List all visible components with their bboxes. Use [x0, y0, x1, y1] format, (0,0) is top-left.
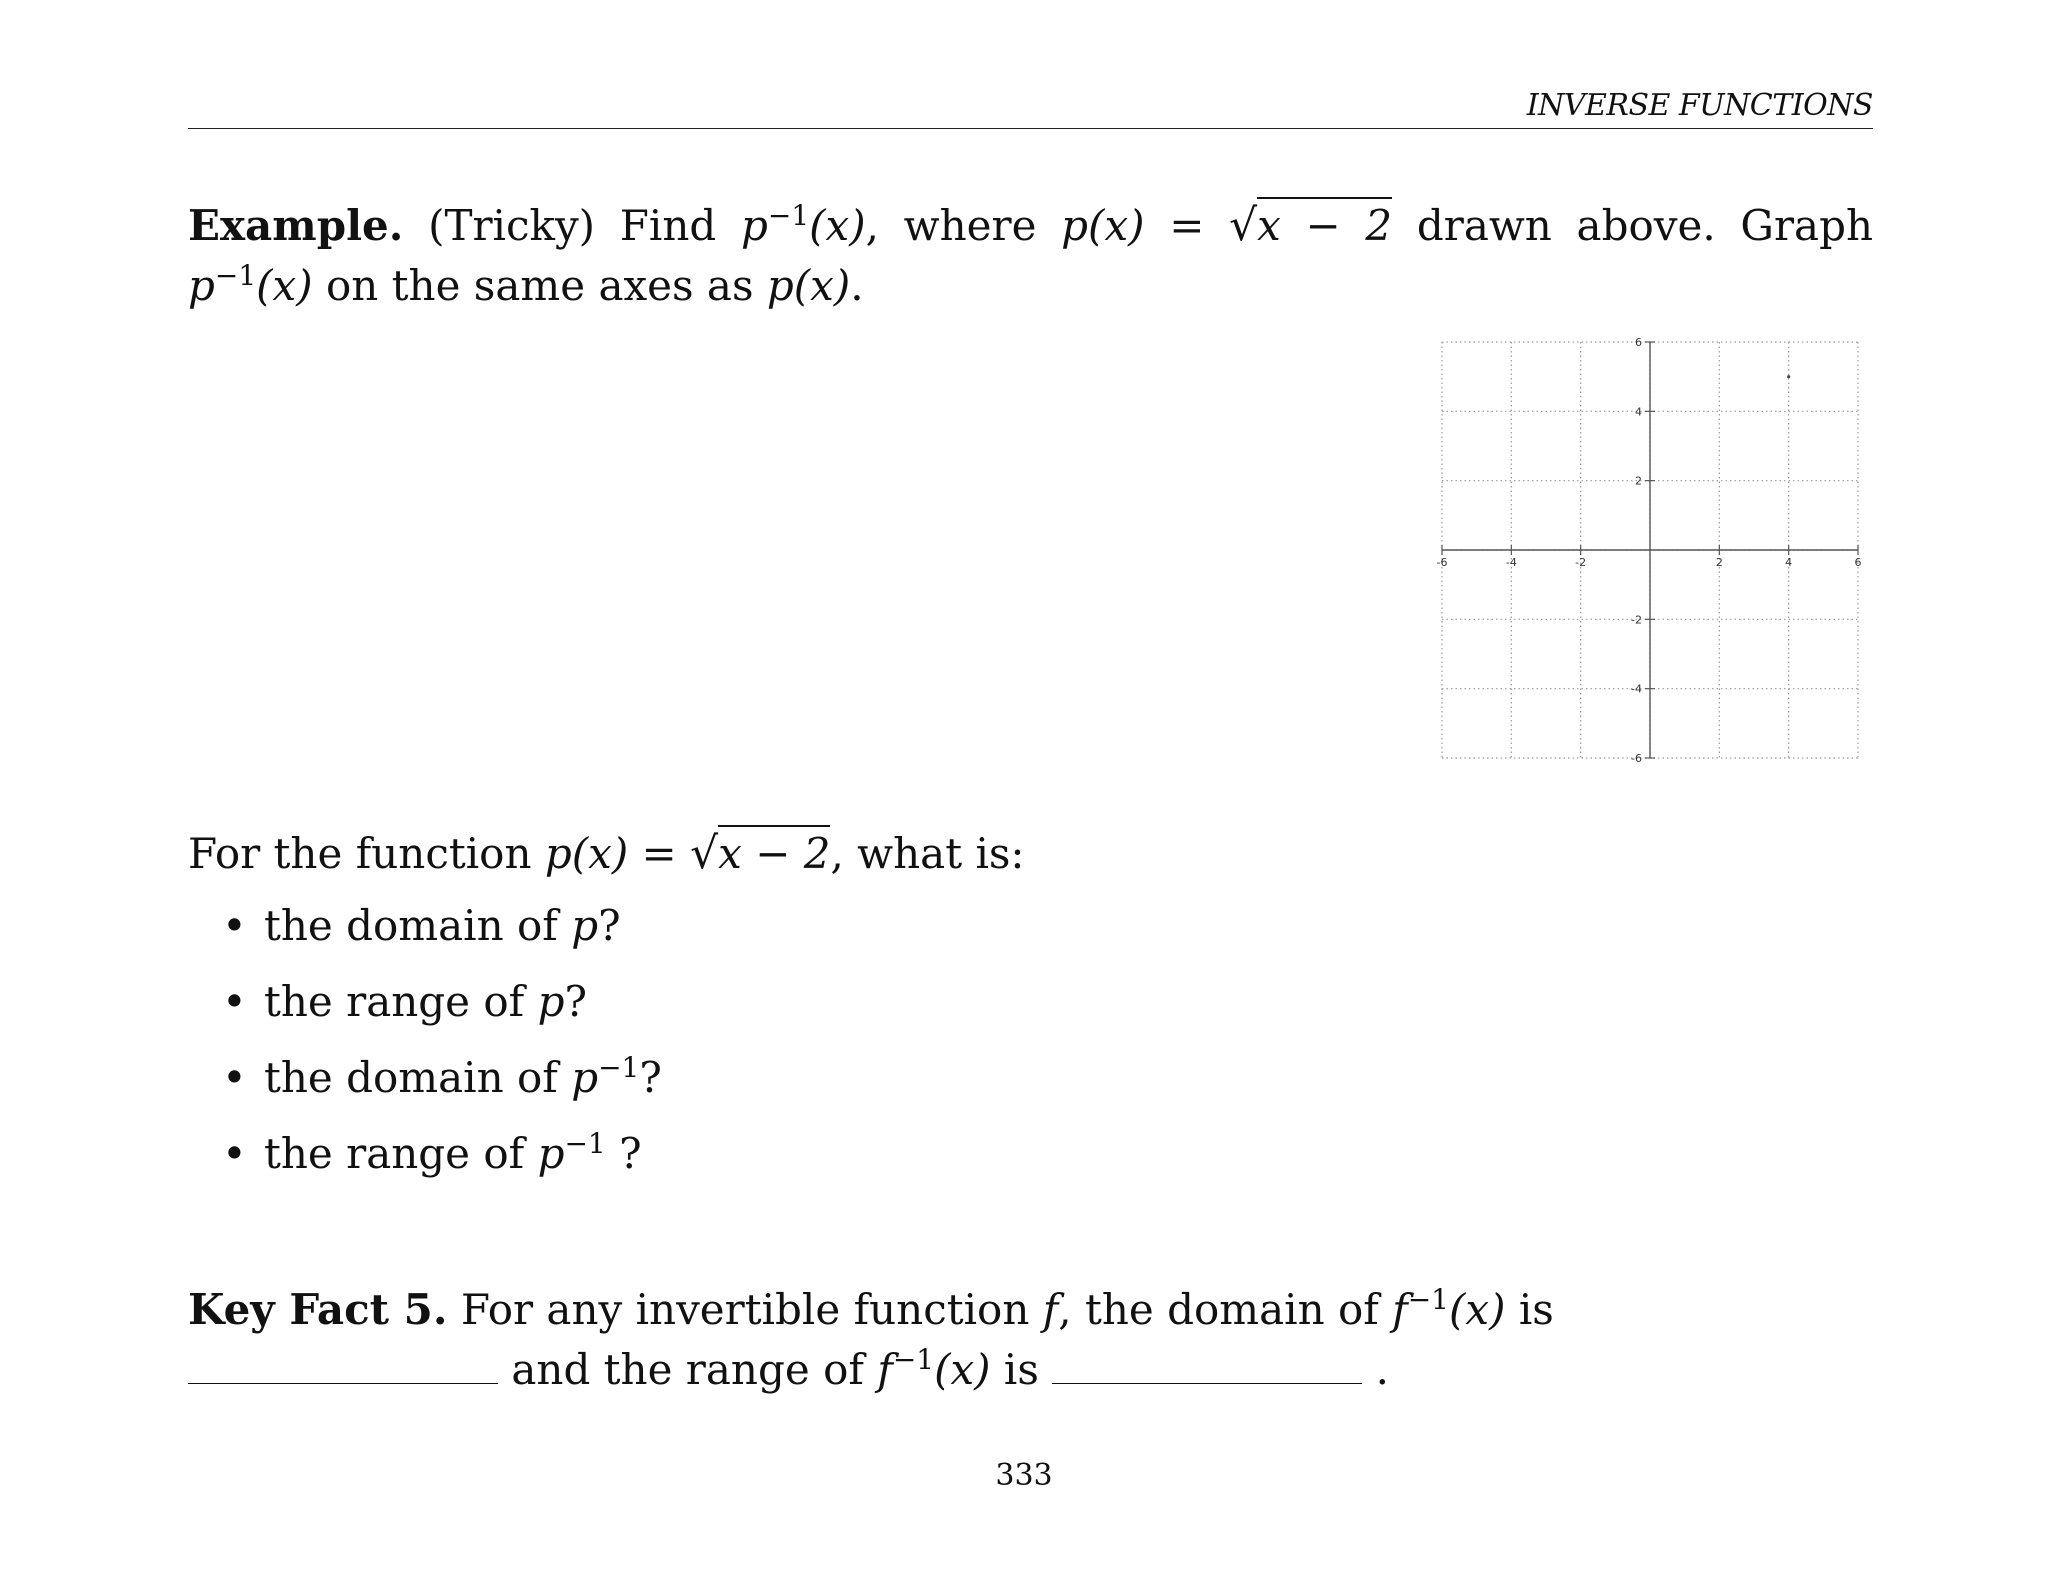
example-text-3: drawn above. Graph [1392, 201, 1873, 250]
example-text-5: . [850, 261, 864, 310]
y-tick-label: -4 [1631, 682, 1642, 696]
inverse-superscript: −1 [214, 259, 257, 292]
radical-sign: √ [690, 828, 719, 879]
inverse-superscript: −1 [767, 199, 810, 232]
page-number: 333 [995, 1458, 1053, 1493]
key-fact-text-6: . [1362, 1345, 1389, 1394]
bullet-icon: • [222, 1053, 247, 1102]
argument: (x) [256, 261, 313, 310]
list-item-suffix: ? [605, 1129, 642, 1178]
f-symbol: f [1392, 1285, 1408, 1334]
example-paragraph [188, 196, 1873, 316]
list-item-symbol: p [571, 901, 599, 950]
argument: (x) [809, 201, 866, 250]
y-tick-label: 2 [1635, 474, 1642, 488]
list-item-text: the range of [264, 1129, 538, 1178]
question-text-2: , what is: [830, 829, 1025, 878]
running-head: INVERSE FUNCTIONS [1526, 88, 1873, 123]
equals-sign: = [1144, 201, 1230, 250]
example-text-1: (Tricky) Find [403, 201, 741, 250]
coordinate-grid-graph [1430, 330, 1870, 770]
f-symbol: f [1042, 1285, 1059, 1334]
y-tick-label: 4 [1635, 405, 1642, 419]
p-of-x: p(x) [544, 829, 629, 878]
y-tick-label: 6 [1635, 336, 1642, 349]
key-fact-text-1: For any invertible function [447, 1285, 1043, 1334]
inverse-superscript: −1 [892, 1343, 935, 1376]
bullet-icon: • [222, 1129, 247, 1178]
y-tick-label: -6 [1631, 752, 1642, 765]
list-item-text: the domain of [264, 901, 572, 950]
radicand: x − 2 [1257, 197, 1392, 250]
key-fact-label: Key Fact 5. [188, 1285, 448, 1334]
list-item-suffix: ? [564, 977, 587, 1026]
x-tick-label: -2 [1575, 556, 1587, 569]
list-item-symbol: p [537, 977, 565, 1026]
p-of-x: p(x) [1061, 201, 1145, 250]
argument: (x) [1449, 1285, 1506, 1334]
domain-blank-line[interactable] [188, 1375, 498, 1384]
x-tick-label: 2 [1715, 556, 1723, 569]
bullet-icon: • [222, 977, 247, 1026]
f-symbol: f [877, 1345, 893, 1394]
graph-svg [1430, 330, 1870, 770]
key-fact-text-3: is [1505, 1285, 1554, 1334]
list-item [222, 1124, 662, 1200]
inverse-superscript: −1 [1407, 1283, 1449, 1316]
key-fact-text-5: is [990, 1345, 1053, 1394]
x-tick-label: -6 [1436, 556, 1448, 569]
list-item-symbol: p [571, 1053, 599, 1102]
question-list [222, 896, 662, 1200]
question-text-1: For the function [188, 829, 545, 878]
p-of-x: p(x) [766, 261, 851, 310]
data-point [1787, 375, 1790, 378]
x-tick-label: 4 [1785, 556, 1793, 569]
inverse-superscript: −1 [564, 1127, 606, 1160]
example-text-4: on the same axes as [312, 261, 767, 310]
p-symbol: p [188, 261, 215, 310]
list-item-suffix: ? [639, 1053, 662, 1102]
inverse-superscript: −1 [598, 1051, 640, 1084]
key-fact-paragraph [188, 1280, 1873, 1400]
example-label: Example. [188, 201, 404, 250]
square-root [1229, 201, 1392, 250]
key-fact-text-2: , the domain of [1058, 1285, 1393, 1334]
list-item-symbol: p [537, 1129, 565, 1178]
list-item [222, 1048, 662, 1124]
list-item [222, 896, 662, 972]
x-tick-label: 6 [1854, 556, 1862, 569]
radical-sign: √ [1229, 200, 1258, 251]
p-symbol: p [740, 201, 768, 250]
x-tick-label: -4 [1505, 556, 1517, 569]
radicand: x − 2 [718, 825, 830, 878]
list-item-text: the domain of [264, 1053, 572, 1102]
example-text-2: , where [865, 201, 1062, 250]
question-paragraph [188, 824, 1873, 884]
bullet-icon: • [222, 901, 247, 950]
list-item [222, 972, 662, 1048]
key-fact-text-4: and the range of [498, 1345, 878, 1394]
square-root [690, 829, 830, 878]
list-item-text: the range of [264, 977, 538, 1026]
range-blank-line[interactable] [1052, 1375, 1362, 1384]
argument: (x) [934, 1345, 991, 1394]
header-rule [188, 128, 1873, 129]
equals-sign: = [628, 829, 691, 878]
y-tick-label: -2 [1631, 613, 1642, 627]
list-item-suffix: ? [598, 901, 621, 950]
